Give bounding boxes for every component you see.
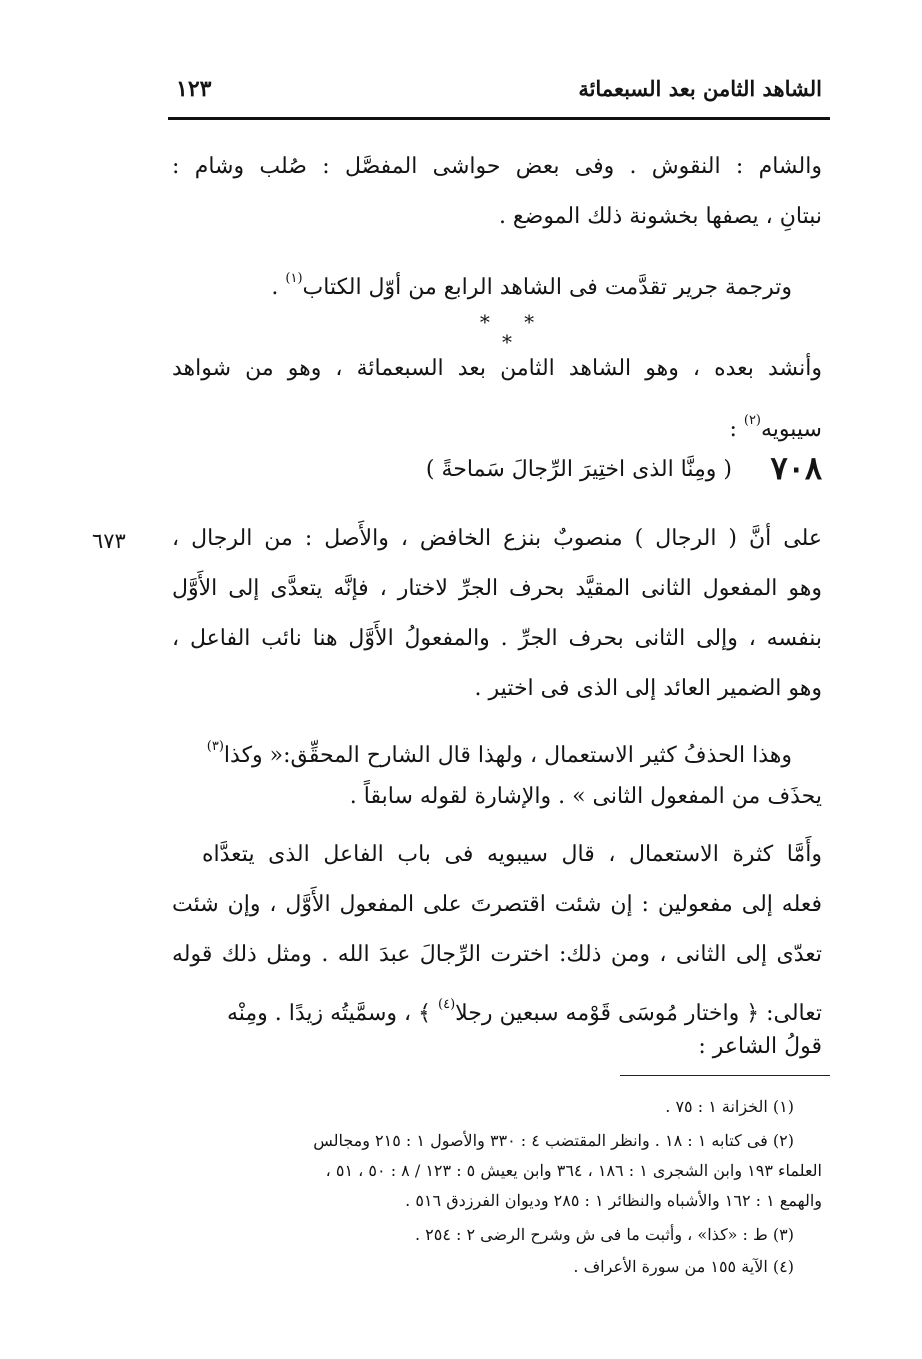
body-text: تعالى: ﴿ واختار مُوسَى قَوْمه سبعين رجلا (455, 1001, 822, 1026)
body-line: على أنَّ ( الرجال ) منصوبٌ بنزع الخافض ، والأَصل : من الرجال ، (172, 526, 822, 551)
body-line: فعله إلى مفعولين : إن شئت اقتصرتَ على المفعول الأَوَّل ، وإن شئت (172, 892, 822, 917)
body-text: سيبويه (761, 417, 822, 442)
footnote: والهمع ١ : ١٦٢ والأشباه والنظائر ١ : ٢٨٥ وديوان الفرزدق ٥١٦ . (405, 1191, 822, 1210)
body-text: . (271, 275, 286, 300)
body-text: ﴾ ، وسمَّيتُه زيدًا . ومِنْه (226, 1001, 438, 1026)
footnote: (٣) ط : «كذا» ، وأثبت ما فى ش وشرح الرضى ٢ : ٢٥٤ . (414, 1225, 794, 1244)
running-title: الشاهد الثامن بعد السبعمائة (578, 76, 822, 101)
body-line (729, 404, 822, 440)
header-rule (168, 117, 830, 120)
body-line (207, 730, 792, 766)
footnote: (٢) فى كتابه ١ : ١٨ . وانظر المقتضب ٤ : ٣٣٠ والأصول ١ : ٢١٥ ومجالس (313, 1131, 794, 1150)
body-line: يحذَف من المفعول الثانى » . والإشارة لقوله سابقاً . (349, 784, 822, 809)
footnote-ref: (٣) (206, 739, 224, 754)
body-text: وهذا الحذفُ كثير الاستعمال ، ولهذا قال الشارح المحقِّق:« وكذا (223, 743, 792, 768)
body-line: وهو المفعول الثانى المقيَّد بحرف الجرِّ لاختار ، فإنَّه يتعدَّى إلى الأَوَّل (172, 576, 822, 601)
page-header (168, 74, 830, 114)
verse-text: ( ومِنَّا الذى اختِيرَ الرِّجالَ سَماحةً ) (425, 457, 732, 482)
body-line: وهو الضمير العائد إلى الذى فى اختير . (474, 676, 822, 701)
body-line: بنفسه ، وإلى الثانى بحرف الجرِّ . والمفعولُ الأَوَّل هنا نائب الفاعل ، (172, 626, 822, 651)
body-line: وأنشد بعده ، وهو الشاهد الثامن بعد السبعمائة ، وهو من شواهد (172, 356, 822, 381)
body-line: والشام : النقوش . وفى بعض حواشى المفصَّل : صُلب وشام : (172, 154, 822, 179)
page-number: ١٢٣ (176, 76, 212, 102)
body-line: وأَمَّا كثرة الاستعمال ، قال سيبويه فى باب الفاعل الذى يتعدَّاه (202, 842, 822, 867)
footnote: العلماء ١٩٣ وابن الشجرى ١ : ١٨٦ ، ٣٦٤ وابن يعيش ٥ : ١٢٣ / ٨ : ٥٠ ، ٥١ ، (325, 1161, 822, 1180)
body-line: نبتانِ ، يصفها بخشونة ذلك الموضع . (498, 204, 822, 229)
footnote-ref: (٤) (438, 997, 456, 1012)
section-separator: * * * (479, 310, 549, 354)
footnote-rule (620, 1075, 830, 1076)
body-line (227, 988, 822, 1024)
footnote: (١) الخزانة ١ : ٧٥ . (665, 1097, 794, 1116)
footnote-ref: (٢) (743, 413, 761, 428)
body-line: تعدّى إلى الثانى ، ومن ذلك: اخترت الرِّجالَ عبدَ الله . ومثل ذلك قوله (172, 942, 822, 967)
verse-number: ٧٠٨ (770, 449, 822, 487)
body-line (271, 262, 792, 298)
body-text: : (729, 417, 744, 442)
body-text: وترجمة جرير تقدَّمت فى الشاهد الرابع من أوّل الكتاب (302, 275, 792, 300)
footnote: (٤) الآية ١٥٥ من سورة الأعراف . (573, 1257, 794, 1276)
margin-number: ٦٧٣ (92, 529, 126, 553)
body-line: قولُ الشاعر : (698, 1034, 822, 1059)
footnote-ref: (١) (285, 271, 303, 286)
